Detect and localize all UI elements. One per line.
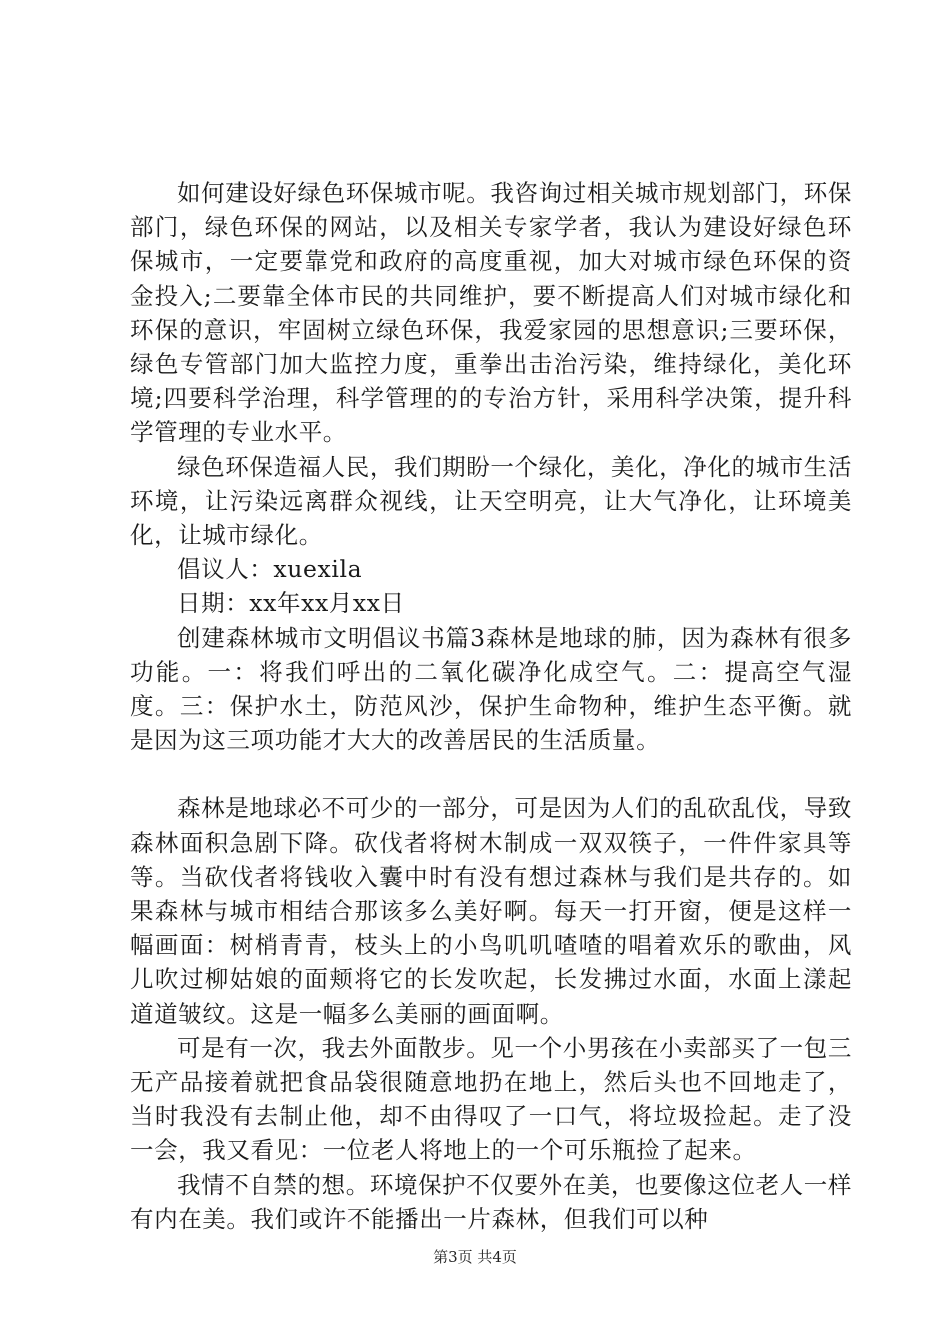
paragraph-forest-importance: 森林是地球必不可少的一部分，可是因为人们的乱砍乱伐，导致森林面积急剧下降。砍伐者将树木制成一双双筷子，一件件家具等等。当砍伐者将钱收入囊中时有没有想过森林与我们是共存的。如果森林与城市相结合那该多么美好啊。每天一打开窗，便是这样一幅画面：树梢青青，枝头上的小鸟叽叽喳喳的唱着欢乐的歌曲，风儿吹过柳姑娘的面颊将它的长发吹起，长发拂过水面，水面上漾起道道皱纹。这是一幅多么美丽的画面啊。 — [130, 794, 852, 1028]
paragraph-reflection: 我情不自禁的想。环境保护不仅要外在美，也要像这位老人一样有内在美。我们或许不能播出一片森林，但我们可以种 — [130, 1170, 852, 1233]
paragraph-green-benefit: 绿色环保造福人民，我们期盼一个绿化，美化，净化的城市生活环境，让污染远离群众视线，让天空明亮，让大气净化，让环境美化，让城市绿化。 — [130, 452, 852, 550]
paragraph-green-city: 如何建设好绿色环保城市呢。我咨询过相关城市规划部门，环保部门，绿色环保的网站，以及相关专家学者，我认为建设好绿色环保城市，一定要靠党和政府的高度重视，加大对城市绿色环保的资金投入;二要靠全体市民的共同维护，要不断提高人们对城市绿化和环保的意识，牢固树立绿色环保，我爱家园的思想意识;三要环保，绿色专管部门加大监控力度，重拳出击治污染，维持绿化，美化环境;四要科学治理，科学管理的的专治方针，采用科学决策，提升科学管理的专业水平。 — [130, 179, 852, 447]
document-body — [130, 176, 852, 1236]
proposer-line: 倡议人：xuexila — [177, 555, 363, 584]
page-footer: 第3页 共4页 — [433, 1248, 517, 1266]
paragraph-forest-functions: 创建森林城市文明倡议书篇3森林是地球的肺，因为森林有很多功能。一：将我们呼出的二氧化碳净化成空气。二：提高空气湿度。三：保护水土，防范风沙，保护生命物种，维护生态平衡。就是因为这三项功能才大大的改善居民的生活质量。 — [130, 623, 852, 755]
paragraph-walk-story: 可是有一次，我去外面散步。见一个小男孩在小卖部买了一包三无产品接着就把食品袋很随意地扔在地上，然后头也不回地走了，当时我没有去制止他，却不由得叹了一口气，将垃圾捡起。走了没一会，我又看见：一位老人将地上的一个可乐瓶捡了起来。 — [130, 1033, 852, 1165]
date-line: 日期：xx年xx月xx日 — [177, 589, 405, 618]
